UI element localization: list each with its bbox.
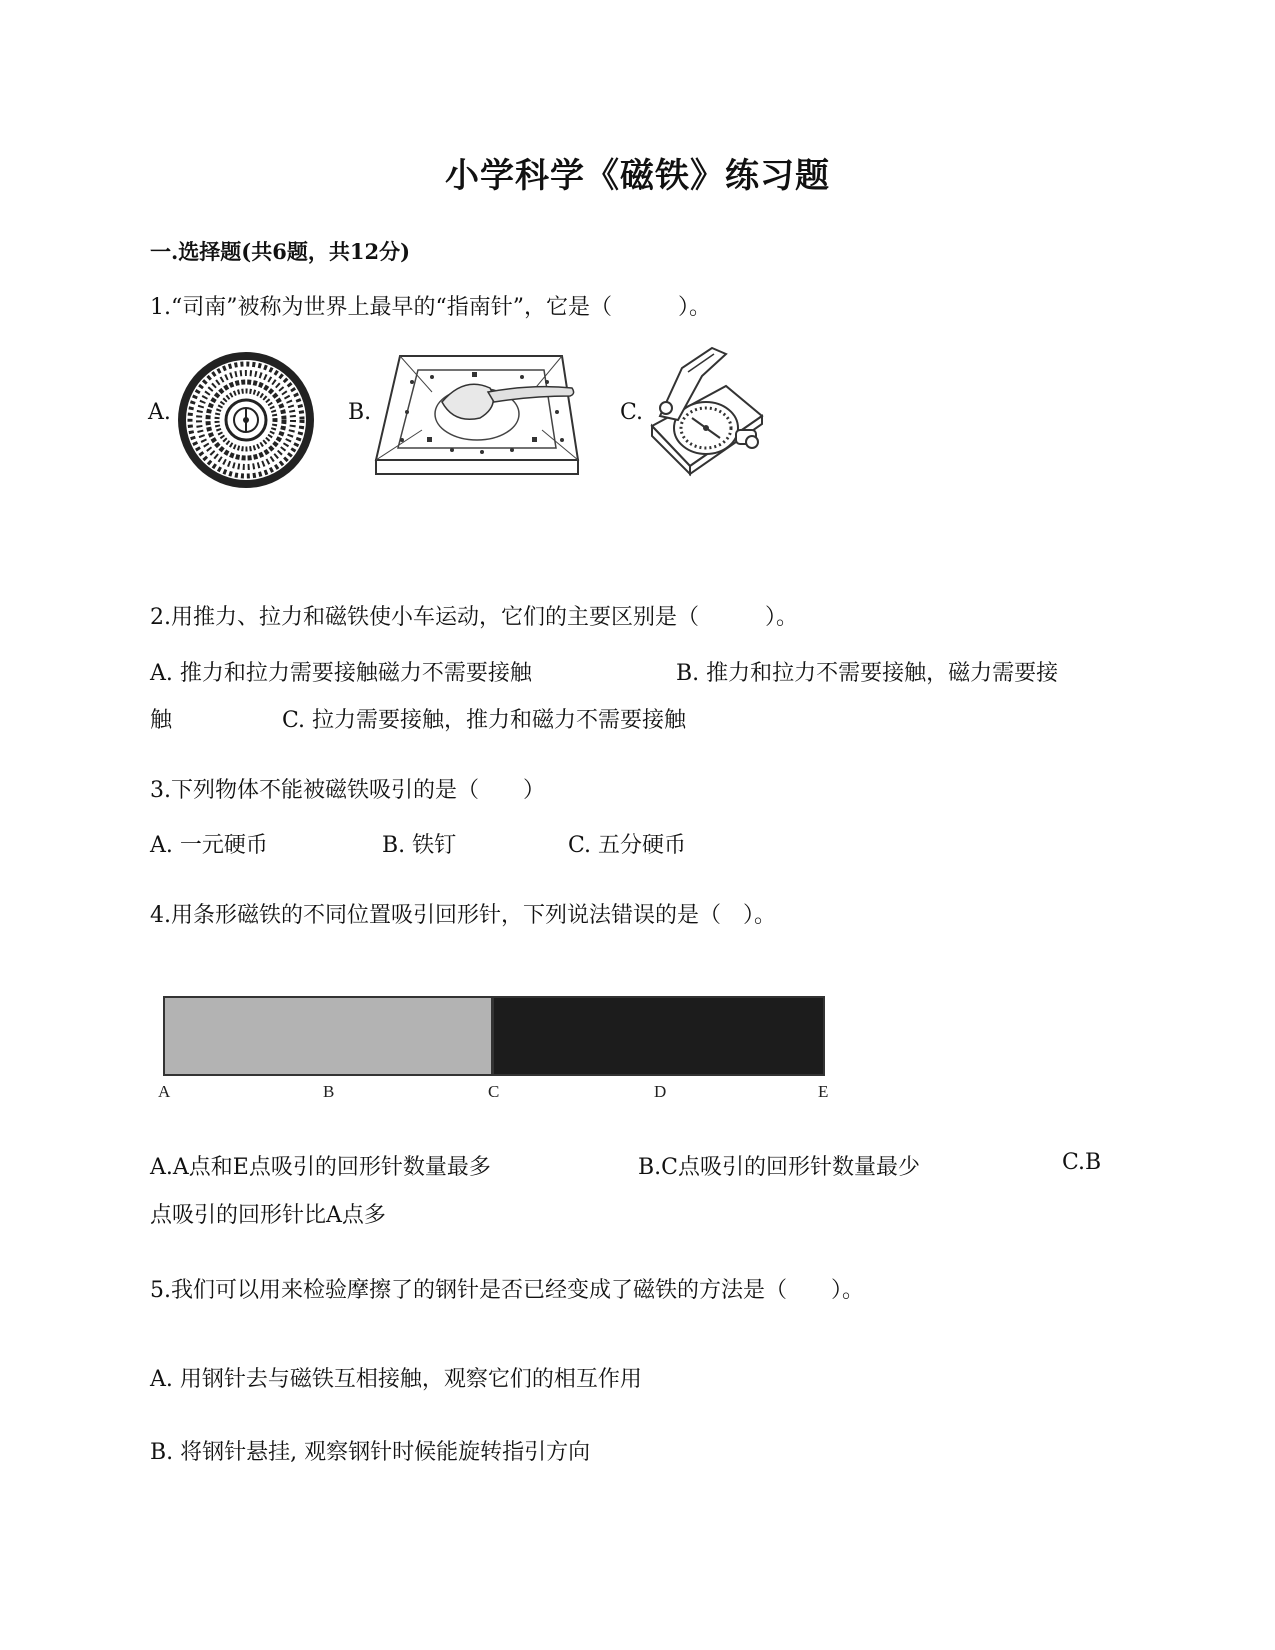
q4-option-b: B.C点吸引的回形针数量最少	[638, 1155, 920, 1180]
q1-option-c-label: C.	[620, 400, 644, 425]
magnet-point-d: D	[654, 1082, 667, 1101]
q5-option-b: B. 将钢针悬挂, 观察钢针时候能旋转指引方向	[150, 1440, 591, 1465]
q1-option-a-label: A.	[148, 400, 171, 425]
q5-option-a: A. 用钢针去与磁铁互相接触，观察它们的相互作用	[150, 1367, 642, 1392]
magnet-point-b: B	[323, 1082, 335, 1101]
q2-option-b: B. 推力和拉力不需要接触，磁力需要接	[676, 661, 1059, 686]
section-heading: 一.选择题(共6题，共12分)	[150, 239, 411, 264]
bar-magnet-right-half	[492, 996, 825, 1076]
magnet-point-c: C	[488, 1082, 500, 1101]
compass-icon	[642, 346, 772, 478]
magnet-point-e: E	[818, 1082, 829, 1101]
question-2-stem: 2.用推力、拉力和磁铁使小车运动，它们的主要区别是（ ）。	[150, 605, 798, 630]
magnet-point-a: A	[158, 1082, 171, 1101]
question-5-stem: 5.我们可以用来检验摩擦了的钢针是否已经变成了磁铁的方法是（ ）。	[150, 1278, 864, 1303]
q4-option-a: A.A点和E点吸引的回形针数量最多	[150, 1155, 491, 1180]
q4-option-c: C.B	[1062, 1150, 1102, 1175]
q2-option-c: C. 拉力需要接触，推力和磁力不需要接触	[282, 708, 687, 733]
luopan-icon	[176, 350, 316, 490]
q2-option-b-continued: 触	[150, 708, 173, 733]
q3-option-c: C. 五分硬币	[568, 833, 687, 858]
q4-option-c-continued: 点吸引的回形针比A点多	[150, 1203, 386, 1228]
q3-option-b: B. 铁钉	[382, 833, 457, 858]
question-4-stem: 4.用条形磁铁的不同位置吸引回形针，下列说法错误的是（ ）。	[150, 903, 776, 928]
q2-option-a: A. 推力和拉力需要接触磁力不需要接触	[150, 661, 532, 686]
sinan-spoon-icon	[372, 352, 592, 478]
q1-option-b-label: B.	[348, 400, 372, 425]
question-3-stem: 3.下列物体不能被磁铁吸引的是（ ）	[150, 778, 545, 803]
page-title: 小学科学《磁铁》练习题	[445, 156, 830, 196]
question-1-stem: 1.“司南”被称为世界上最早的“指南针”，它是（ ）。	[150, 295, 711, 320]
q3-option-a: A. 一元硬币	[150, 833, 268, 858]
bar-magnet-left-half	[163, 996, 493, 1076]
